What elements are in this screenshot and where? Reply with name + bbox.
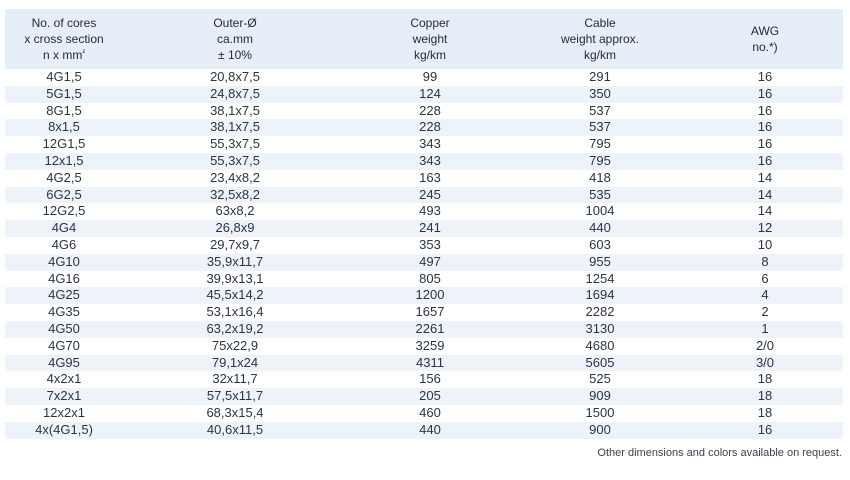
cell-awg: 8 bbox=[687, 254, 843, 271]
cell-outer-diameter: 55,3x7,5 bbox=[123, 136, 347, 153]
cell-awg: 16 bbox=[687, 103, 843, 120]
table-row bbox=[5, 405, 843, 422]
cell-copper-weight: 163 bbox=[347, 170, 513, 187]
cell-outer-diameter: 40,6x11,5 bbox=[123, 422, 347, 439]
table-row bbox=[5, 119, 843, 136]
table-row bbox=[5, 203, 843, 220]
cell-cable-weight: 1694 bbox=[513, 287, 687, 304]
cell-awg: 16 bbox=[687, 153, 843, 170]
cell-cores: 8x1,5 bbox=[5, 119, 123, 136]
cell-copper-weight: 99 bbox=[347, 69, 513, 86]
cell-cable-weight: 350 bbox=[513, 86, 687, 103]
cell-copper-weight: 205 bbox=[347, 388, 513, 405]
table-row bbox=[5, 69, 843, 86]
header-copper-weight: Copper weight kg/km bbox=[410, 16, 450, 62]
cell-copper-weight: 3259 bbox=[347, 338, 513, 355]
cell-cores: 4G35 bbox=[5, 304, 123, 321]
cell-cores: 12G1,5 bbox=[5, 136, 123, 153]
cell-copper-weight: 1657 bbox=[347, 304, 513, 321]
table-row bbox=[5, 170, 843, 187]
cell-copper-weight: 440 bbox=[347, 422, 513, 439]
cell-outer-diameter: 35,9x11,7 bbox=[123, 254, 347, 271]
cell-awg: 4 bbox=[687, 287, 843, 304]
cell-awg: 18 bbox=[687, 371, 843, 388]
table-row bbox=[5, 355, 843, 372]
table-row bbox=[5, 287, 843, 304]
cell-outer-diameter: 63,2x19,2 bbox=[123, 321, 347, 338]
table-row bbox=[5, 371, 843, 388]
cell-cable-weight: 5605 bbox=[513, 355, 687, 372]
cell-copper-weight: 241 bbox=[347, 220, 513, 237]
cell-cores: 4G6 bbox=[5, 237, 123, 254]
cell-awg: 2/0 bbox=[687, 338, 843, 355]
table-header bbox=[5, 9, 843, 69]
cell-cores: 5G1,5 bbox=[5, 86, 123, 103]
cell-copper-weight: 2261 bbox=[347, 321, 513, 338]
cell-cable-weight: 440 bbox=[513, 220, 687, 237]
cell-cable-weight: 2282 bbox=[513, 304, 687, 321]
cell-awg: 14 bbox=[687, 170, 843, 187]
cell-cores: 4G4 bbox=[5, 220, 123, 237]
table-row bbox=[5, 220, 843, 237]
cell-cores: 4G70 bbox=[5, 338, 123, 355]
header-cable-weight: Cable weight approx. kg/km bbox=[560, 16, 640, 62]
cell-outer-diameter: 32x11,7 bbox=[123, 371, 347, 388]
cell-cores: 12x2x1 bbox=[5, 405, 123, 422]
cell-outer-diameter: 38,1x7,5 bbox=[123, 119, 347, 136]
cell-awg: 14 bbox=[687, 187, 843, 204]
cable-spec-table bbox=[5, 9, 843, 439]
cell-copper-weight: 228 bbox=[347, 119, 513, 136]
cell-outer-diameter: 29,7x9,7 bbox=[123, 237, 347, 254]
cell-cores: 4x(4G1,5) bbox=[5, 422, 123, 439]
cell-cores: 4G16 bbox=[5, 271, 123, 288]
cell-outer-diameter: 75x22,9 bbox=[123, 338, 347, 355]
cell-copper-weight: 805 bbox=[347, 271, 513, 288]
cell-outer-diameter: 23,4x8,2 bbox=[123, 170, 347, 187]
cell-awg: 2 bbox=[687, 304, 843, 321]
cell-copper-weight: 1200 bbox=[347, 287, 513, 304]
table-body bbox=[5, 69, 843, 439]
header-row bbox=[5, 9, 843, 69]
table-row bbox=[5, 187, 843, 204]
cell-cores: 4x2x1 bbox=[5, 371, 123, 388]
cell-awg: 14 bbox=[687, 203, 843, 220]
cell-outer-diameter: 55,3x7,5 bbox=[123, 153, 347, 170]
cell-cores: 7x2x1 bbox=[5, 388, 123, 405]
table-row bbox=[5, 422, 843, 439]
cell-outer-diameter: 38,1x7,5 bbox=[123, 103, 347, 120]
cell-cable-weight: 4680 bbox=[513, 338, 687, 355]
cell-cores: 4G10 bbox=[5, 254, 123, 271]
table-row bbox=[5, 86, 843, 103]
cell-copper-weight: 156 bbox=[347, 371, 513, 388]
cell-cable-weight: 795 bbox=[513, 153, 687, 170]
cell-awg: 12 bbox=[687, 220, 843, 237]
table-row bbox=[5, 271, 843, 288]
cell-cable-weight: 3130 bbox=[513, 321, 687, 338]
cell-outer-diameter: 57,5x11,7 bbox=[123, 388, 347, 405]
table-row bbox=[5, 321, 843, 338]
cell-cable-weight: 418 bbox=[513, 170, 687, 187]
cell-outer-diameter: 24,8x7,5 bbox=[123, 86, 347, 103]
cell-copper-weight: 460 bbox=[347, 405, 513, 422]
cell-copper-weight: 124 bbox=[347, 86, 513, 103]
cell-outer-diameter: 20,8x7,5 bbox=[123, 69, 347, 86]
cell-outer-diameter: 63x8,2 bbox=[123, 203, 347, 220]
cell-cable-weight: 955 bbox=[513, 254, 687, 271]
table-row bbox=[5, 136, 843, 153]
cell-copper-weight: 343 bbox=[347, 136, 513, 153]
cell-copper-weight: 353 bbox=[347, 237, 513, 254]
cell-awg: 1 bbox=[687, 321, 843, 338]
cell-outer-diameter: 39,9x13,1 bbox=[123, 271, 347, 288]
cell-cable-weight: 525 bbox=[513, 371, 687, 388]
table-row bbox=[5, 153, 843, 170]
cell-awg: 16 bbox=[687, 119, 843, 136]
cell-cable-weight: 795 bbox=[513, 136, 687, 153]
cell-cores: 4G2,5 bbox=[5, 170, 123, 187]
cell-outer-diameter: 53,1x16,4 bbox=[123, 304, 347, 321]
cell-cable-weight: 1500 bbox=[513, 405, 687, 422]
cell-copper-weight: 228 bbox=[347, 103, 513, 120]
cell-awg: 16 bbox=[687, 136, 843, 153]
cell-cable-weight: 603 bbox=[513, 237, 687, 254]
footnote: Other dimensions and colors available on request. bbox=[597, 447, 842, 459]
header-cores: No. of cores x cross section n x $mm^{^2}$ bbox=[24, 16, 104, 62]
cell-cores: 8G1,5 bbox=[5, 103, 123, 120]
cell-cores: 4G95 bbox=[5, 355, 123, 372]
cell-outer-diameter: 26,8x9 bbox=[123, 220, 347, 237]
cell-awg: 10 bbox=[687, 237, 843, 254]
cell-cable-weight: 537 bbox=[513, 103, 687, 120]
cell-cable-weight: 291 bbox=[513, 69, 687, 86]
cell-outer-diameter: 68,3x15,4 bbox=[123, 405, 347, 422]
cell-cores: 6G2,5 bbox=[5, 187, 123, 204]
cell-awg: 16 bbox=[687, 69, 843, 86]
cell-copper-weight: 245 bbox=[347, 187, 513, 204]
cell-cores: 4G50 bbox=[5, 321, 123, 338]
cell-cable-weight: 909 bbox=[513, 388, 687, 405]
table-row bbox=[5, 237, 843, 254]
cell-cores: 4G25 bbox=[5, 287, 123, 304]
header-outer-diameter: Outer-Ø ca.mm ± 10% bbox=[213, 16, 257, 62]
table-row bbox=[5, 254, 843, 271]
cell-copper-weight: 497 bbox=[347, 254, 513, 271]
table-row bbox=[5, 338, 843, 355]
cell-outer-diameter: 32,5x8,2 bbox=[123, 187, 347, 204]
cell-awg: 6 bbox=[687, 271, 843, 288]
cell-cores: 12x1,5 bbox=[5, 153, 123, 170]
table-row bbox=[5, 304, 843, 321]
cell-outer-diameter: 45,5x14,2 bbox=[123, 287, 347, 304]
header-awg: AWG no.*) bbox=[750, 24, 780, 54]
cell-awg: 3/0 bbox=[687, 355, 843, 372]
cell-cable-weight: 537 bbox=[513, 119, 687, 136]
cell-cores: 12G2,5 bbox=[5, 203, 123, 220]
cell-cable-weight: 1254 bbox=[513, 271, 687, 288]
cell-copper-weight: 493 bbox=[347, 203, 513, 220]
cell-awg: 18 bbox=[687, 388, 843, 405]
cell-copper-weight: 4311 bbox=[347, 355, 513, 372]
cell-cable-weight: 535 bbox=[513, 187, 687, 204]
cell-copper-weight: 343 bbox=[347, 153, 513, 170]
cell-cable-weight: 900 bbox=[513, 422, 687, 439]
cell-outer-diameter: 79,1x24 bbox=[123, 355, 347, 372]
cell-cores: 4G1,5 bbox=[5, 69, 123, 86]
cell-awg: 16 bbox=[687, 86, 843, 103]
cell-awg: 18 bbox=[687, 405, 843, 422]
table-row bbox=[5, 103, 843, 120]
cell-cable-weight: 1004 bbox=[513, 203, 687, 220]
table-row bbox=[5, 388, 843, 405]
cell-awg: 16 bbox=[687, 422, 843, 439]
